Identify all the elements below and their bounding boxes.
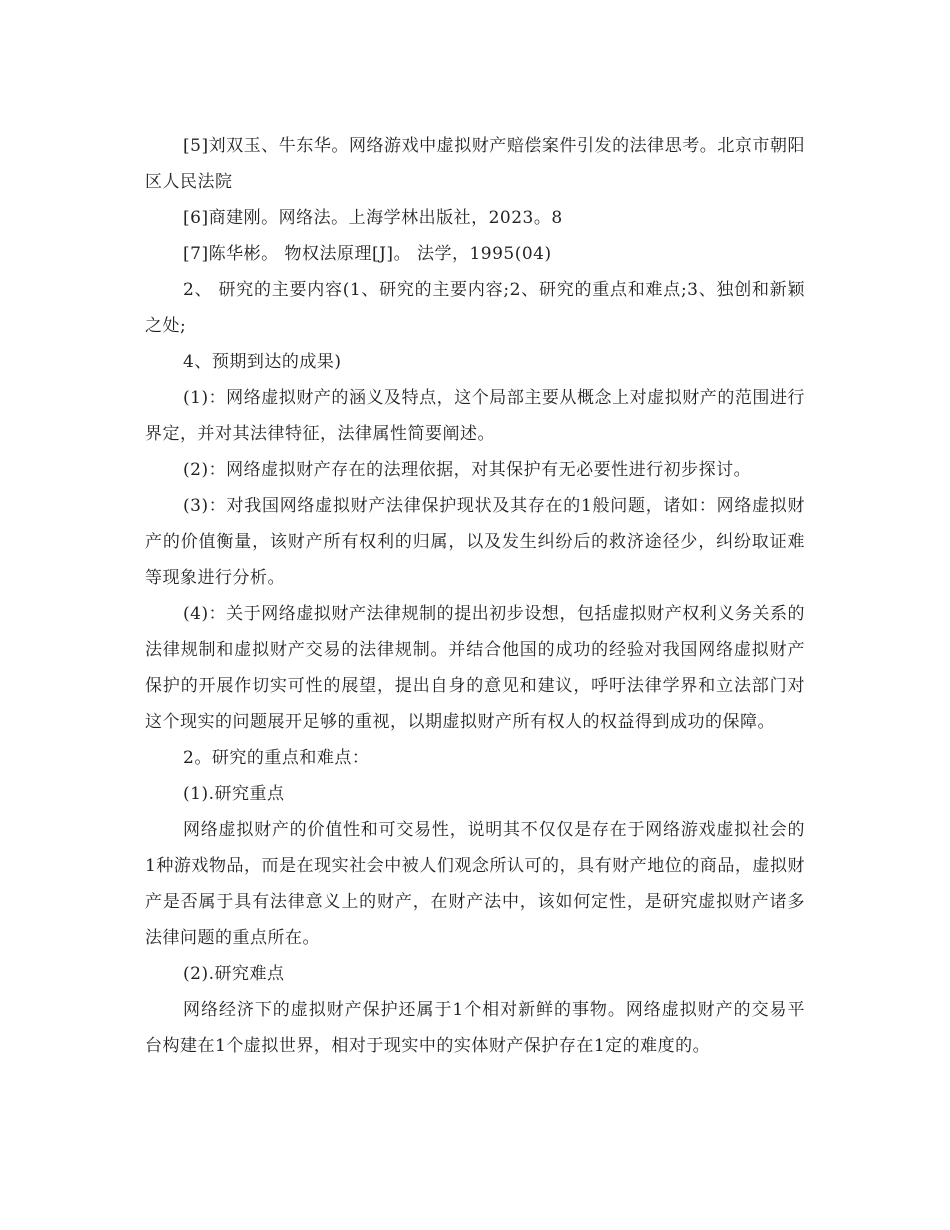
reference-7: [7]陈华彬。 物权法原理[J]。 法学，1995(04): [183, 244, 552, 264]
difficulties-paragraph: 网络经济下的虚拟财产保护还属于1个相对新鲜的事物。网络虚拟财产的交易平台构建在1个虚拟世界，相对于现实中的实体财产保护存在1定的难度的。: [145, 1000, 805, 1056]
key-points-paragraph: 网络虚拟财产的价值性和可交易性，说明其不仅仅是存在于网络游戏虚拟社会的1种游戏物品，而是在现实社会中被人们观念所认可的，具有财产地位的商品，虚拟财产是否属于具有法律意义上的财产，在财产法中，该如何定性，是研究虚拟财产诸多法律问题的重点所在。: [145, 820, 805, 948]
section-main-content-heading-cont: 4、预期到达的成果): [183, 352, 342, 372]
section-key-difficult-heading: 2。研究的重点和难点：: [183, 748, 370, 768]
content-item-4: (4)：关于网络虚拟财产法律规制的提出初步设想，包括虚拟财产权利义务关系的法律规制和虚拟财产交易的法律规制。并结合他国的成功的经验对我国网络虚拟财产保护的开展作切实可性的展望，提出自身的意见和建议，呼吁法律学界和立法部门对这个现实的问题展开足够的重视，以期虚拟财产所有权人的权益得到成功的保障。: [145, 604, 805, 732]
subsection-key-points-heading: (1).研究重点: [183, 784, 285, 804]
reference-6: [6]商建刚。网络法。上海学林出版社，2023。8: [183, 208, 563, 228]
subsection-difficulties-heading: (2).研究难点: [183, 964, 285, 984]
content-item-2: (2)：网络虚拟财产存在的法理依据，对其保护有无必要性进行初步探讨。: [183, 460, 752, 480]
document-body: [145, 128, 805, 1064]
content-item-1: (1)：网络虚拟财产的涵义及特点，这个局部主要从概念上对虚拟财产的范围进行界定，并对其法律特征，法律属性简要阐述。: [145, 388, 805, 444]
section-main-content-heading: 2、 研究的主要内容(1、研究的主要内容;2、研究的重点和难点;3、独创和新颖之处;: [145, 280, 805, 336]
content-item-3: (3)：对我国网络虚拟财产法律保护现状及其存在的1般问题，诸如：网络虚拟财产的价值衡量，该财产所有权利的归属，以及发生纠纷后的救济途径少，纠纷取证难等现象进行分析。: [145, 496, 805, 588]
reference-5: [5]刘双玉、牛东华。网络游戏中虚拟财产赔偿案件引发的法律思考。北京市朝阳区人民法院: [145, 136, 805, 192]
